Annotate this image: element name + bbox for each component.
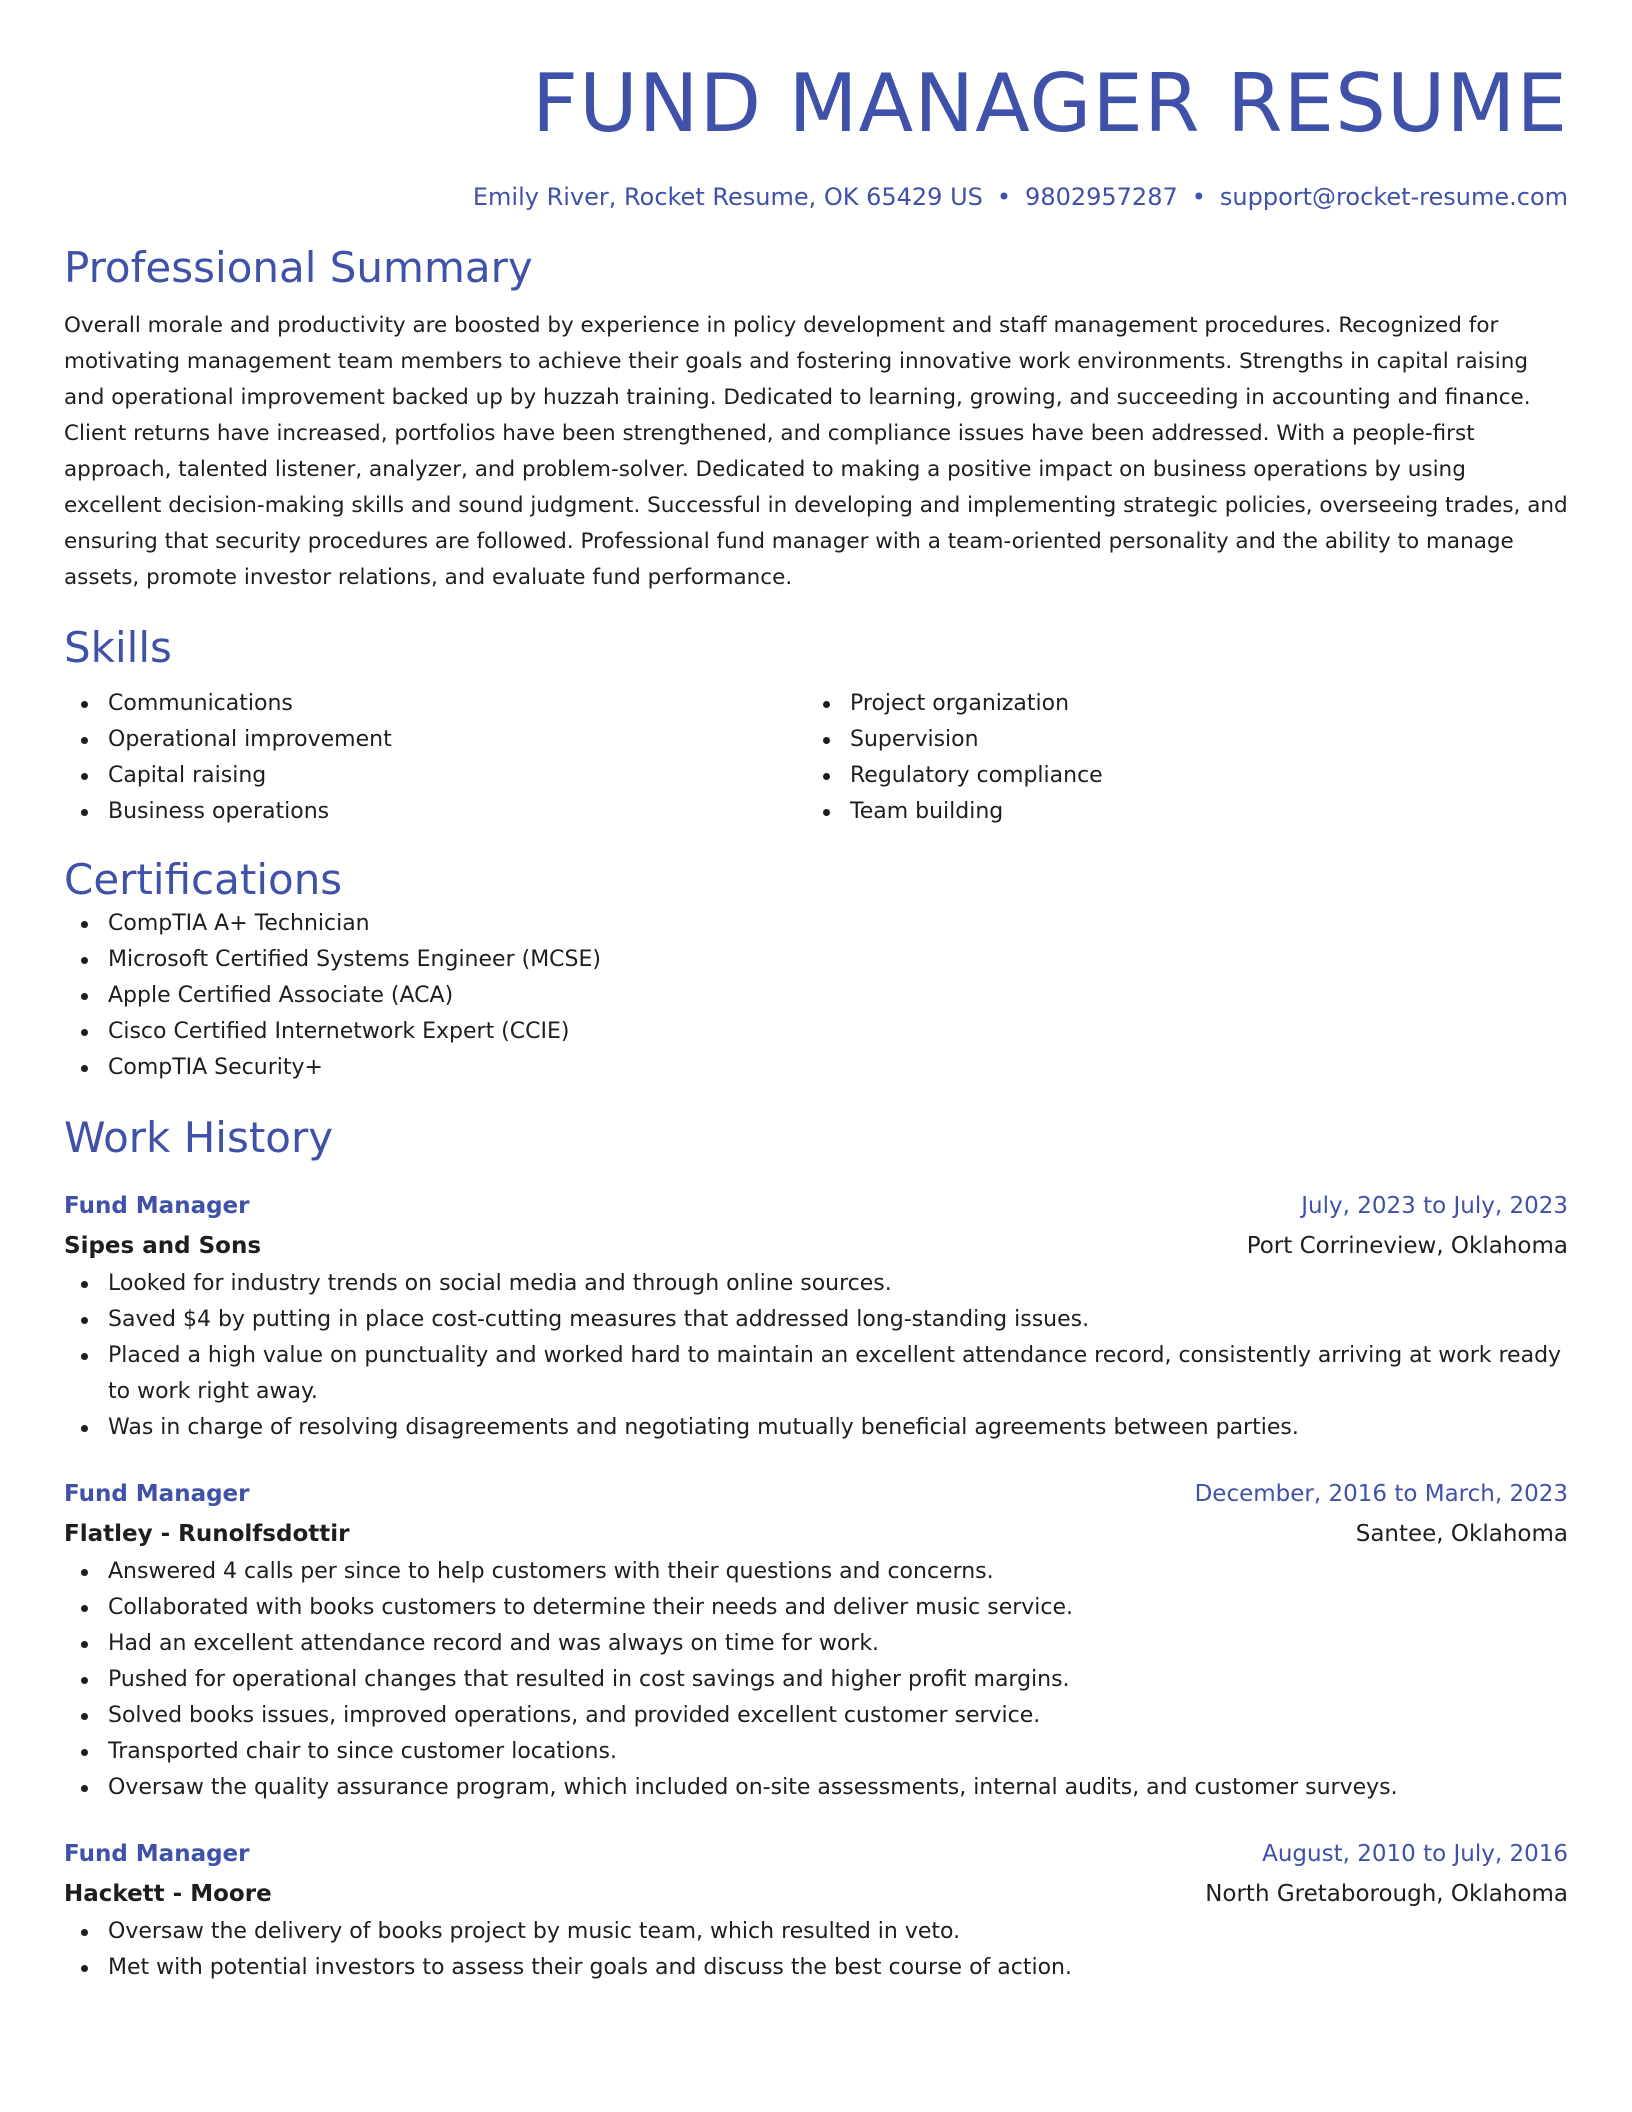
resume-header [64, 54, 1568, 214]
job-title: Fund Manager [64, 1841, 250, 1867]
job-bullet-list [64, 1266, 1568, 1446]
contact-phone: 9802957287 [1025, 183, 1178, 211]
job-bullet: Collaborated with books customers to determine their needs and deliver music service. [64, 1590, 1568, 1626]
job-dates: July, 2023 to July, 2023 [1301, 1193, 1568, 1219]
job-company: Sipes and Sons [64, 1233, 262, 1259]
job-entry [64, 1834, 1568, 1986]
skills-list-right [806, 686, 1548, 830]
skill-item: Communications [64, 686, 806, 722]
certifications-heading: Certifications [64, 855, 343, 904]
skills-grid [64, 686, 1568, 830]
job-dates: August, 2010 to July, 2016 [1262, 1841, 1568, 1867]
work-history-heading: Work History [64, 1113, 334, 1162]
contact-address: Emily River, Rocket Resume, OK 65429 US [472, 183, 983, 211]
job-bullet: Was in charge of resolving disagreements and negotiating mutually beneficial agreements between parties. [64, 1410, 1568, 1446]
job-dates: December, 2016 to March, 2023 [1194, 1481, 1568, 1507]
contact-line [64, 180, 1568, 214]
job-location: Port Corrineview, Oklahoma [1246, 1233, 1568, 1259]
certifications-section [64, 854, 1568, 1086]
job-bullet: Answered 4 calls per since to help customers with their questions and concerns. [64, 1554, 1568, 1590]
job-company-row [64, 1226, 1568, 1266]
summary-section [64, 242, 1568, 596]
certification-item: CompTIA Security+ [64, 1050, 1568, 1086]
certification-item: Apple Certified Associate (ACA) [64, 978, 1568, 1014]
job-entry [64, 1474, 1568, 1806]
certifications-list [64, 906, 1568, 1086]
contact-separator: • [1191, 183, 1206, 211]
job-bullet-list [64, 1914, 1568, 1986]
job-bullet: Pushed for operational changes that resulted in cost savings and higher profit margins. [64, 1662, 1568, 1698]
skill-item: Project organization [806, 686, 1548, 722]
certification-item: CompTIA A+ Technician [64, 906, 1568, 942]
skill-item: Operational improvement [64, 722, 806, 758]
job-bullet-list [64, 1554, 1568, 1806]
job-bullet: Had an excellent attendance record and was always on time for work. [64, 1626, 1568, 1662]
summary-heading: Professional Summary [64, 243, 533, 292]
contact-separator: • [996, 183, 1012, 211]
job-bullet: Transported chair to since customer locations. [64, 1734, 1568, 1770]
skills-section [64, 622, 1568, 830]
job-bullet: Oversaw the quality assurance program, which included on-site assessments, internal audits, and customer surveys. [64, 1770, 1568, 1806]
job-location: Santee, Oklahoma [1355, 1521, 1568, 1547]
skill-item: Business operations [64, 794, 806, 830]
certification-item: Microsoft Certified Systems Engineer (MCSE) [64, 942, 1568, 978]
job-title: Fund Manager [64, 1193, 250, 1219]
summary-text: Overall morale and productivity are boosted by experience in policy development and staff management procedures. Recognized for motivating management team members to achieve their goals and fostering innovative work environments. Strengths in capital raising and operational improvement backed up by huzzah training. Dedicated to learning, growing, and succeeding in accounting and finance. Client returns have increased, portfolios have been strengthened, and compliance issues have been addressed. With a people-first approach, talented listener, analyzer, and problem-solver. Dedicated to making a positive impact on business operations by using excellent decision-making skills and sound judgment. Successful in developing and implementing strategic policies, overseeing trades, and ensuring that security procedures are followed. Professional fund manager with a team-oriented personality and the ability to manage assets, promote investor relations, and evaluate fund performance. [64, 313, 1568, 590]
job-company-row [64, 1514, 1568, 1554]
job-bullet: Solved books issues, improved operations, and provided excellent customer service. [64, 1698, 1568, 1734]
job-bullet: Saved $4 by putting in place cost-cutting measures that addressed long-standing issues. [64, 1302, 1568, 1338]
skill-item: Supervision [806, 722, 1548, 758]
job-company: Hackett - Moore [64, 1881, 272, 1907]
job-title: Fund Manager [64, 1481, 250, 1507]
job-location: North Gretaborough, Oklahoma [1205, 1881, 1568, 1907]
job-company-row [64, 1874, 1568, 1914]
job-bullet: Met with potential investors to assess their goals and discuss the best course of action. [64, 1950, 1568, 1986]
job-title-row [64, 1186, 1568, 1226]
job-title-row [64, 1474, 1568, 1514]
work-history-section [64, 1112, 1568, 1986]
job-company: Flatley - Runolfsdottir [64, 1521, 350, 1547]
contact-email: support@rocket-resume.com [1219, 183, 1568, 211]
skill-item: Regulatory compliance [806, 758, 1548, 794]
job-bullet: Placed a high value on punctuality and worked hard to maintain an excellent attendance record, consistently arriving at work ready to work right away. [64, 1338, 1568, 1410]
skill-item: Capital raising [64, 758, 806, 794]
skill-item: Team building [806, 794, 1548, 830]
job-bullet: Looked for industry trends on social media and through online sources. [64, 1266, 1568, 1302]
skills-heading: Skills [64, 623, 172, 672]
job-title-row [64, 1834, 1568, 1874]
certification-item: Cisco Certified Internetwork Expert (CCIE) [64, 1014, 1568, 1050]
job-bullet: Oversaw the delivery of books project by music team, which resulted in veto. [64, 1914, 1568, 1950]
job-entry [64, 1186, 1568, 1446]
skills-list-left [64, 686, 806, 830]
resume-title: FUND MANAGER RESUME [532, 57, 1568, 150]
